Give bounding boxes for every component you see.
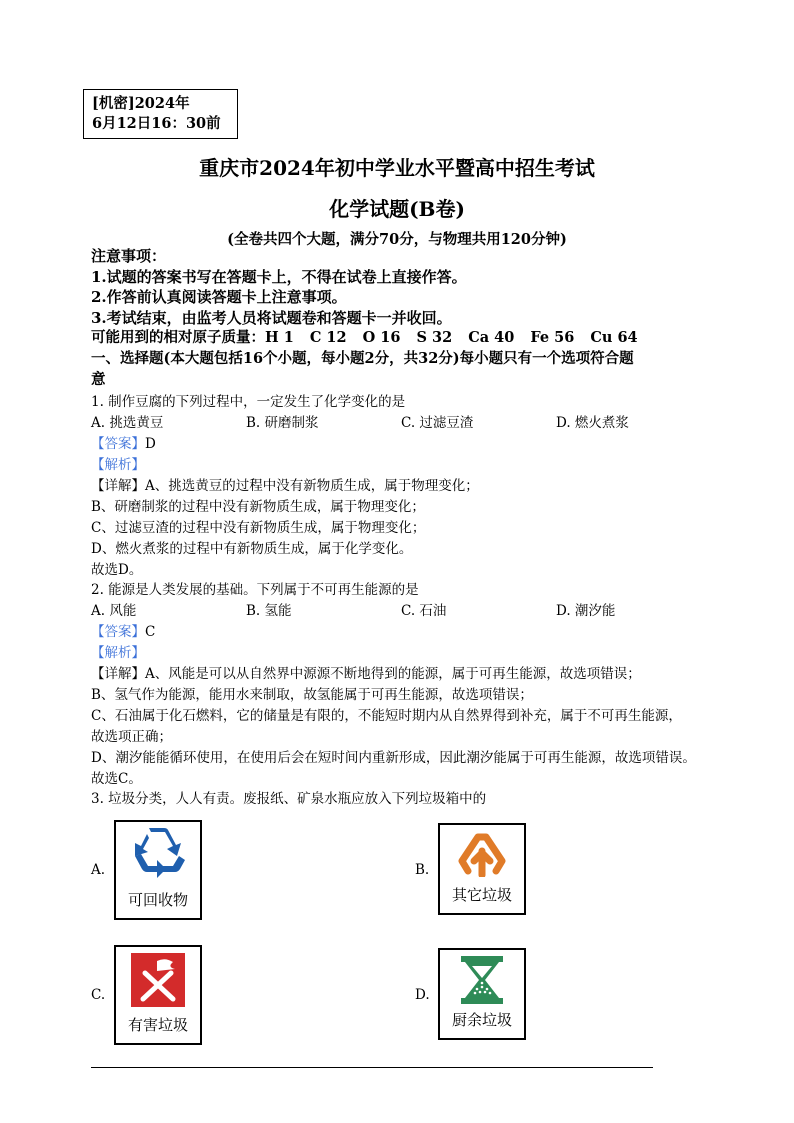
atomic-mass-item: O 16 [362, 329, 401, 347]
atomic-mass-item: S 32 [416, 329, 453, 347]
option-b: B. 研磨制浆 [246, 415, 319, 431]
option-d: D. 潮汐能 [556, 603, 616, 619]
answer-value: C [145, 624, 156, 640]
question-3 [91, 789, 711, 810]
option-c: C. 石油 [401, 603, 447, 619]
detail-line: 【详解】A、挑选黄豆的过程中没有新物质生成，属于物理变化； [91, 478, 479, 494]
detail-line: D、燃火煮浆的过程中有新物质生成，属于化学变化。 [91, 541, 413, 557]
bin-label: 厨余垃圾 [451, 1011, 512, 1029]
recyclable-bin-option [114, 820, 202, 920]
question-stem: 1. 制作豆腐的下列过程中，一定发生了化学变化的是 [91, 394, 406, 410]
notice-item: 1.试题的答案书写在答题卡上，不得在试卷上直接作答。 [91, 267, 467, 286]
secret-line-1: [机密]2024年 [92, 95, 190, 112]
detail-line: 故选D。 [91, 562, 143, 578]
detail-line: 故选C。 [91, 771, 142, 787]
other-waste-icon [458, 831, 506, 877]
exam-subtitle: 化学试题(B卷) [329, 197, 465, 221]
question-stem: 3. 垃圾分类，人人有责。废报纸、矿泉水瓶应放入下列垃圾箱中的 [91, 791, 487, 807]
option-a-letter: A. [91, 862, 106, 878]
detail-line: C、过滤豆渣的过程中没有新物质生成，属于物理变化； [91, 520, 426, 536]
question-2 [91, 580, 711, 790]
bin-label: 其它垃圾 [451, 886, 512, 904]
detail-line: B、氢气作为能源，能用水来制取，故氢能属于可再生能源，故选项错误； [91, 687, 533, 703]
hazardous-bin-option [114, 945, 202, 1045]
atomic-mass-item: Fe 56 [530, 329, 575, 347]
question-1 [91, 392, 711, 581]
detail-line: C、石油属于化石燃料，它的储量是有限的，不能短时期内从自然界得到补充，属于不可再生能源， [91, 708, 682, 724]
option-c: C. 过滤豆渣 [401, 415, 474, 431]
detail-line: 【详解】A、风能是可以从自然界中源源不断地得到的能源，属于可再生能源，故选项错误； [91, 666, 641, 682]
analysis-tag: 【解析】 [91, 645, 145, 661]
secret-stamp-box [83, 89, 238, 139]
detail-line: 故选项正确； [91, 729, 172, 745]
bin-label: 可回收物 [127, 891, 188, 909]
other-waste-bin-option [438, 823, 526, 915]
answer-line [91, 622, 711, 643]
notice-item: 2.作答前认真阅读答题卡上注意事项。 [91, 288, 347, 307]
notice-item: 3.考试结束，由监考人员将试题卷和答题卡一并收回。 [91, 308, 452, 327]
bin-label: 有害垃圾 [127, 1016, 188, 1034]
option-a: A. 风能 [91, 603, 137, 619]
atomic-masses [91, 328, 711, 349]
detail-line: B、研磨制浆的过程中没有新物质生成，属于物理变化； [91, 499, 425, 515]
secret-line-2: 6月12日16：30前 [92, 115, 221, 132]
analysis-tag: 【解析】 [91, 457, 145, 473]
option-b-letter: B. [415, 862, 430, 878]
answer-value: D [145, 436, 156, 452]
hazardous-icon [131, 953, 185, 1007]
atomic-mass-item: Ca 40 [468, 329, 515, 347]
question-options [91, 413, 711, 434]
atomic-mass-item: H 1 [265, 329, 294, 347]
notices [91, 246, 711, 390]
notices-heading: 注意事项： [91, 247, 167, 265]
answer-tag: 【答案】 [91, 624, 145, 640]
option-c-letter: C. [91, 987, 106, 1003]
question-stem: 2. 能源是人类发展的基础。下列属于不可再生能源的是 [91, 582, 419, 598]
kitchen-waste-bin-option [438, 948, 526, 1040]
recycle-icon [129, 828, 187, 880]
exam-note: (全卷共四个大题，满分70分，与物理共用120分钟) [227, 231, 567, 248]
atomic-mass-item: C 12 [309, 329, 347, 347]
answer-line [91, 434, 711, 455]
option-d: D. 燃火煮浆 [556, 415, 629, 431]
footer-rule [91, 1067, 653, 1068]
option-d-letter: D. [415, 987, 430, 1003]
answer-tag: 【答案】 [91, 436, 145, 452]
question-options [91, 601, 711, 622]
option-b: B. 氢能 [246, 603, 292, 619]
atomic-mass-item: Cu 64 [590, 329, 638, 347]
atomic-masses-label: 可能用到的相对原子质量： [91, 329, 265, 347]
section-heading-cont: 意 [91, 370, 106, 388]
detail-line: D、潮汐能能循环使用，在使用后会在短时间内重新形成，因此潮汐能属于可再生能源，故选项错误。 [91, 750, 696, 766]
kitchen-waste-icon [459, 956, 505, 1004]
option-a: A. 挑选黄豆 [91, 415, 164, 431]
exam-title: 重庆市2024年初中学业水平暨高中招生考试 [199, 156, 595, 180]
section-heading: 一、选择题(本大题包括16个小题，每小题2分，共32分)每小题只有一个选项符合题 [91, 349, 634, 367]
